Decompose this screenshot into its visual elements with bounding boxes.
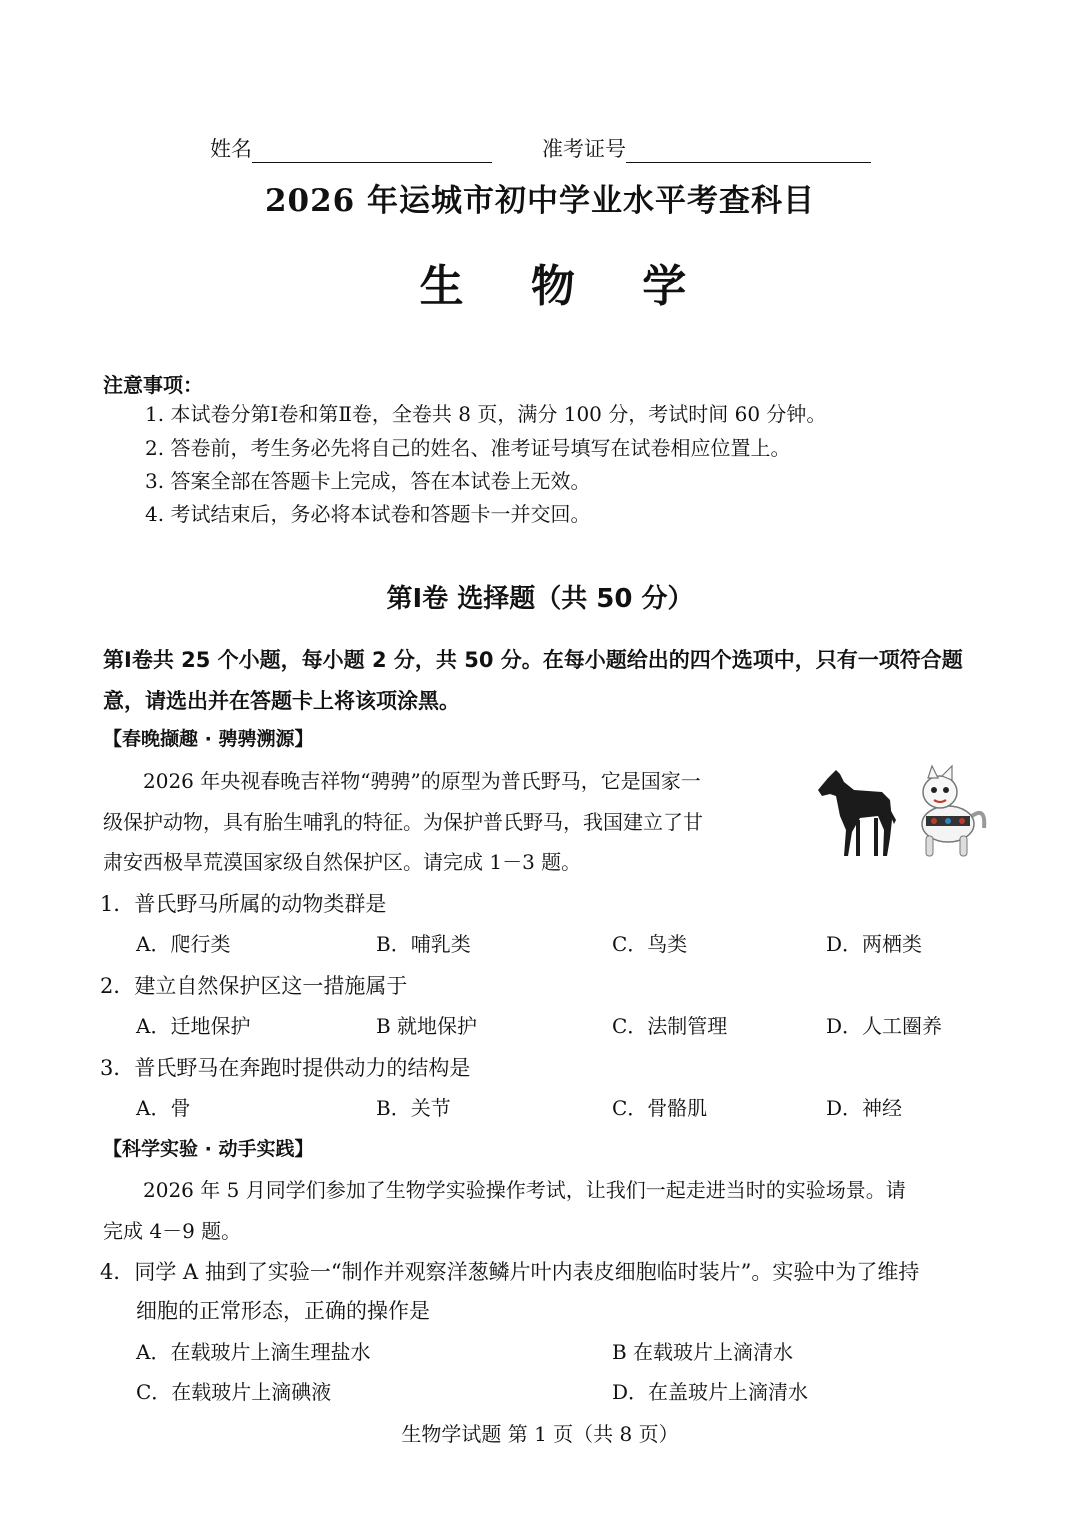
group-heading: 【科学实验 · 动手实践】 (103, 1138, 314, 1160)
notes-heading: 注意事项： (103, 373, 203, 397)
option-a: A．爬行类 (136, 932, 231, 956)
name-label: 姓名 (210, 137, 252, 161)
option-a: A．在载玻片上滴生理盐水 (136, 1340, 371, 1364)
question-stem: 4．同学 A 抽到了实验一“制作并观察洋葱鳞片叶内表皮细胞临时装片”。实验中为了维持 (100, 1260, 920, 1284)
option-c: C．鸟类 (612, 932, 688, 956)
note-item: 3. 答案全部在答题卡上完成，答在本试卷上无效。 (145, 469, 591, 493)
question-stem: 3．普氏野马在奔跑时提供动力的结构是 (100, 1056, 471, 1080)
option-b: B 在载玻片上滴清水 (612, 1340, 794, 1364)
group-heading: 【春晚撷趣 · 骋骋溯源】 (103, 728, 314, 750)
exam-number-field (542, 133, 871, 163)
option-d: D．在盖玻片上滴清水 (612, 1380, 809, 1404)
option-c: C．骨骼肌 (612, 1096, 708, 1120)
question-stem-continued: 细胞的正常形态，正确的操作是 (136, 1299, 430, 1323)
page-footer: 生物学试题 第 1 页（共 8 页） (401, 1422, 679, 1446)
name-field (210, 133, 492, 163)
exam-number-label: 准考证号 (542, 137, 626, 161)
option-c: C．在载玻片上滴碘液 (136, 1380, 332, 1404)
paragraph-line: 肃安西极旱荒漠国家级自然保护区。请完成 1－3 题。 (103, 850, 582, 874)
horse-silhouette-icon (808, 760, 988, 860)
exam-number-blank (626, 140, 871, 163)
option-a: A．骨 (136, 1096, 191, 1120)
paragraph-line: 2026 年央视春晚吉祥物“骋骋”的原型为普氏野马，它是国家一 (143, 769, 701, 793)
section-description: 第Ⅰ卷共 25 个小题，每小题 2 分，共 50 分。在每小题给出的四个选项中，只有一项符合题意，请选出并在答题卡上将该项涂黑。 (103, 648, 963, 713)
option-d: D．两栖类 (826, 932, 923, 956)
question-stem: 2．建立自然保护区这一措施属于 (100, 974, 408, 998)
option-b: B．关节 (376, 1096, 451, 1120)
paragraph-line: 完成 4－9 题。 (103, 1219, 242, 1243)
subject-title: 生 物 学 (419, 261, 713, 312)
question-stem: 1．普氏野马所属的动物类群是 (100, 892, 387, 916)
note-item: 4. 考试结束后，务必将本试卷和答题卡一并交回。 (145, 502, 591, 526)
option-b: B 就地保护 (376, 1014, 478, 1038)
option-d: D．神经 (826, 1096, 903, 1120)
note-item: 1. 本试卷分第Ⅰ卷和第Ⅱ卷，全卷共 8 页，满分 100 分，考试时间 60 分钟。 (145, 402, 827, 426)
option-c: C．法制管理 (612, 1014, 728, 1038)
paragraph-line: 级保护动物，具有胎生哺乳的特征。为保护普氏野马，我国建立了甘 (103, 810, 703, 834)
name-blank (252, 140, 492, 163)
section-title: 第Ⅰ卷 选择题（共 50 分） (386, 584, 694, 614)
note-item: 2. 答卷前，考生务必先将自己的姓名、准考证号填写在试卷相应位置上。 (145, 436, 791, 460)
paragraph-line: 2026 年 5 月同学们参加了生物学实验操作考试，让我们一起走进当时的实验场景。请 (143, 1178, 906, 1202)
exam-title: 2026 年运城市初中学业水平考查科目 (264, 183, 816, 219)
horse-images (808, 760, 988, 860)
option-d: D．人工圈养 (826, 1014, 943, 1038)
option-a: A．迁地保护 (136, 1014, 251, 1038)
option-b: B．哺乳类 (376, 932, 471, 956)
